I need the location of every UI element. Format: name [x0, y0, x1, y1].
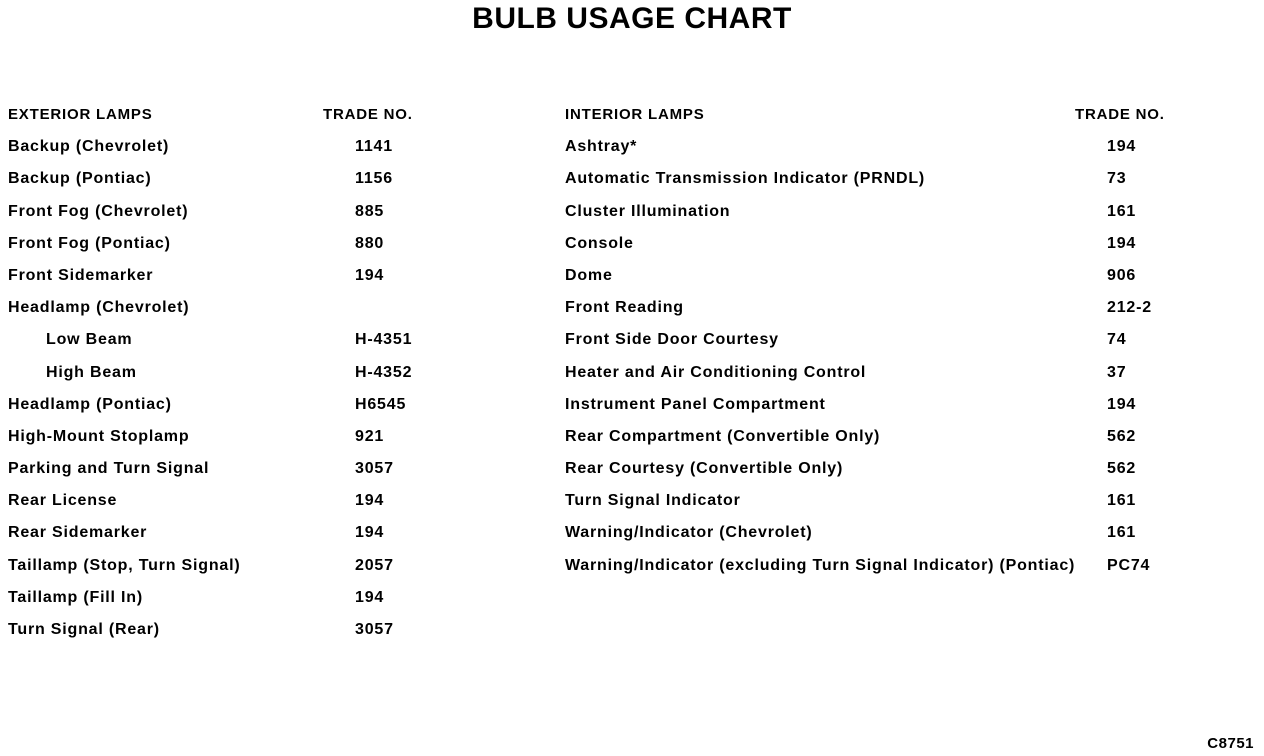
interior-lamp-name: Automatic Transmission Indicator (PRNDL) [565, 170, 926, 188]
exterior-row [8, 233, 448, 265]
interior-row [565, 168, 1205, 200]
interior-header-row [565, 104, 1205, 136]
exterior-row [8, 168, 448, 200]
exterior-row [8, 297, 448, 329]
exterior-trade-no: 3057 [355, 460, 394, 478]
exterior-lamp-name: Front Fog (Pontiac) [8, 234, 171, 252]
interior-lamp-name: Warning/Indicator (Chevrolet) [565, 524, 813, 542]
exterior-lamp-name: High Beam [46, 363, 137, 381]
exterior-row [8, 490, 448, 522]
page-title: BULB USAGE CHART [472, 2, 792, 35]
exterior-row [8, 426, 448, 458]
interior-row [565, 201, 1205, 233]
exterior-trade-no: 194 [355, 492, 385, 510]
interior-row [565, 233, 1205, 265]
exterior-lamp-name: Front Fog (Chevrolet) [8, 202, 189, 220]
interior-row [565, 329, 1205, 361]
interior-row [565, 458, 1205, 490]
exterior-lamp-name: Taillamp (Stop, Turn Signal) [8, 556, 241, 574]
exterior-lamp-name: Rear Sidemarker [8, 524, 148, 542]
exterior-trade-no: H-4351 [355, 331, 413, 349]
interior-trade-no: 161 [1107, 492, 1137, 510]
interior-trade-no: 906 [1107, 266, 1137, 284]
interior-row [565, 297, 1205, 329]
interior-trade-no: PC74 [1107, 556, 1151, 574]
interior-row [565, 555, 1205, 609]
exterior-lamp-name: Front Sidemarker [8, 266, 154, 284]
exterior-trade-no: 194 [355, 266, 385, 284]
interior-trade-no: 562 [1107, 460, 1137, 478]
interior-trade-no: 194 [1107, 395, 1137, 413]
exterior-lamps-table [8, 104, 448, 651]
exterior-trade-no: 885 [355, 202, 385, 220]
exterior-trade-no: 2057 [355, 556, 394, 574]
interior-row [565, 426, 1205, 458]
exterior-lamp-name: High-Mount Stoplamp [8, 427, 190, 445]
interior-trade-no: 74 [1107, 331, 1127, 349]
interior-row [565, 362, 1205, 394]
interior-lamp-name: Dome [565, 266, 613, 284]
exterior-row [8, 587, 448, 619]
exterior-trade-no: 194 [355, 588, 385, 606]
interior-lamp-name: Ashtray* [565, 138, 638, 156]
exterior-header-row [8, 104, 448, 136]
interior-trade-no: 194 [1107, 234, 1137, 252]
interior-lamp-name: Console [565, 234, 634, 252]
exterior-lamp-name: Backup (Pontiac) [8, 170, 152, 188]
exterior-row [8, 362, 448, 394]
exterior-lamp-name: Turn Signal (Rear) [8, 621, 160, 638]
exterior-trade-no-header: TRADE NO. [323, 106, 413, 123]
exterior-lamps-header: EXTERIOR LAMPS [8, 106, 153, 123]
interior-lamps-header: INTERIOR LAMPS [565, 106, 705, 123]
interior-trade-no: 37 [1107, 363, 1127, 381]
interior-lamp-name: Heater and Air Conditioning Control [565, 363, 867, 381]
figure-code: C8751 [1207, 735, 1254, 752]
interior-row [565, 265, 1205, 297]
exterior-trade-no: H-4352 [355, 363, 413, 381]
interior-lamp-name: Turn Signal Indicator [565, 492, 741, 510]
interior-lamp-name: Cluster Illumination [565, 202, 731, 220]
exterior-row [8, 522, 448, 554]
exterior-trade-no: 1141 [355, 138, 393, 156]
interior-row [565, 394, 1205, 426]
exterior-trade-no: 880 [355, 234, 385, 252]
interior-trade-no: 73 [1107, 170, 1127, 188]
interior-trade-no: 161 [1107, 202, 1137, 220]
interior-row [565, 136, 1205, 168]
exterior-trade-no: H6545 [355, 395, 407, 413]
interior-lamp-name: Warning/Indicator (excluding Turn Signal Indicator) (Pontiac) [565, 556, 1076, 574]
exterior-row [8, 619, 448, 651]
exterior-lamp-name: Headlamp (Pontiac) [8, 395, 172, 413]
interior-lamps-table [565, 104, 1205, 609]
interior-lamp-name: Rear Courtesy (Convertible Only) [565, 460, 844, 478]
interior-row [565, 522, 1205, 554]
exterior-row [8, 136, 448, 168]
interior-trade-no: 562 [1107, 427, 1137, 445]
interior-lamp-name: Front Side Door Courtesy [565, 331, 779, 349]
interior-lamp-name: Rear Compartment (Convertible Only) [565, 427, 881, 445]
exterior-row [8, 555, 448, 587]
exterior-trade-no: 1156 [355, 170, 393, 188]
exterior-row [8, 394, 448, 426]
interior-trade-no: 161 [1107, 524, 1137, 542]
exterior-lamp-name: Taillamp (Fill In) [8, 588, 143, 606]
exterior-row [8, 265, 448, 297]
exterior-lamp-name: Low Beam [46, 331, 133, 349]
exterior-lamp-name: Parking and Turn Signal [8, 460, 210, 478]
exterior-row [8, 201, 448, 233]
interior-trade-no: 212-2 [1107, 299, 1152, 317]
exterior-trade-no: 194 [355, 524, 385, 542]
interior-trade-no-header: TRADE NO. [1075, 106, 1165, 123]
interior-row [565, 490, 1205, 522]
exterior-lamp-name: Backup (Chevrolet) [8, 138, 170, 156]
interior-lamp-name: Front Reading [565, 299, 684, 317]
exterior-lamp-name: Headlamp (Chevrolet) [8, 299, 190, 317]
exterior-row [8, 329, 448, 361]
exterior-trade-no: 921 [355, 427, 385, 445]
exterior-row [8, 458, 448, 490]
interior-trade-no: 194 [1107, 138, 1137, 156]
exterior-lamp-name: Rear License [8, 492, 118, 510]
exterior-trade-no: 3057 [355, 621, 394, 638]
interior-lamp-name: Instrument Panel Compartment [565, 395, 826, 413]
